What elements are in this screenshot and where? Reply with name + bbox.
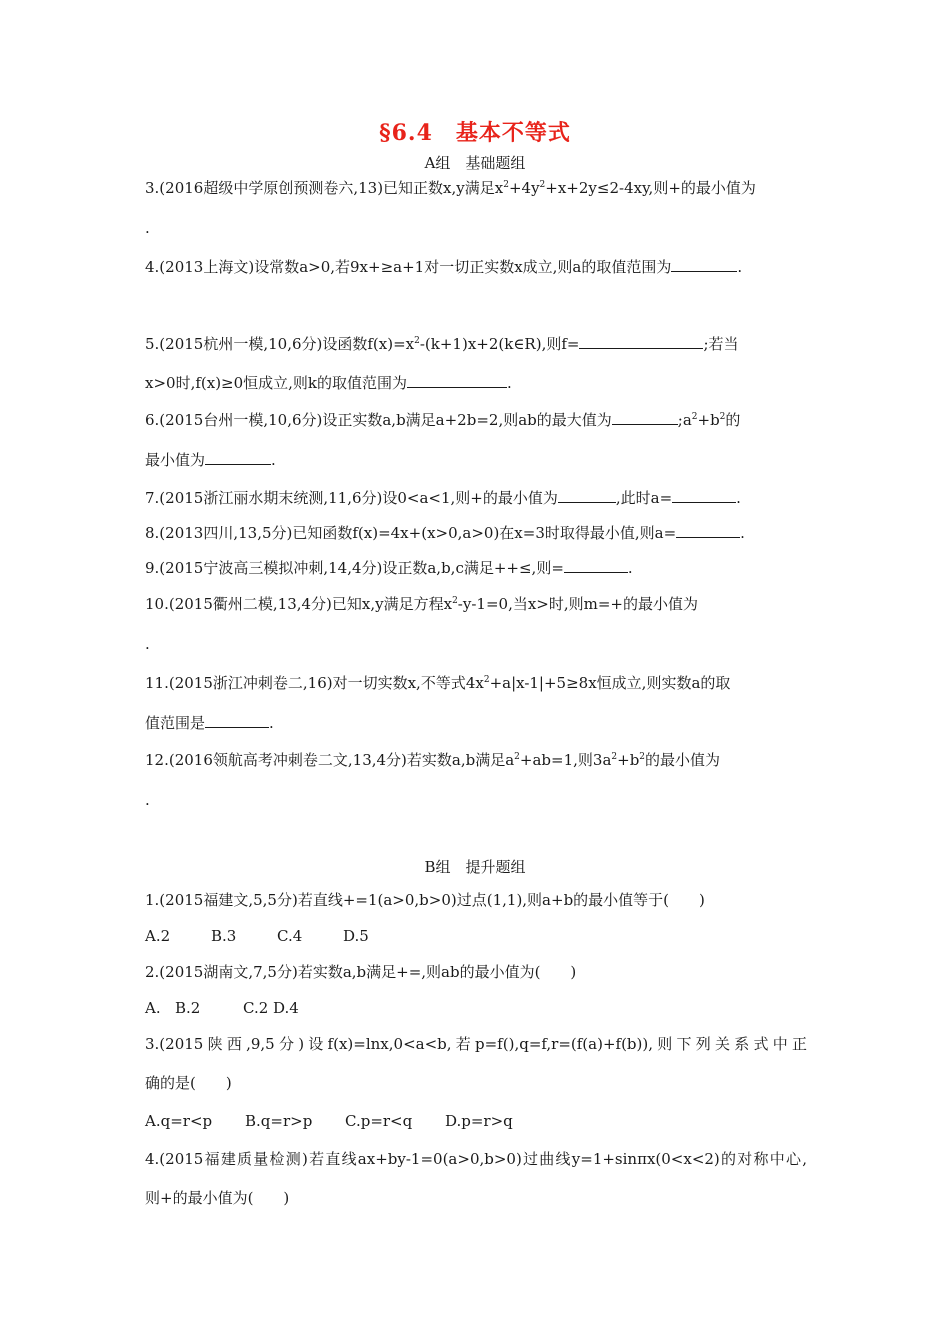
option-c[interactable]: C.4: [277, 927, 303, 945]
problem-a12-line1: 12.(2016领航高考冲刺卷二文,13,4分)若实数a,b满足$a^2+ab=1$,则$3a^2+b^2$的最小值为: [145, 751, 721, 769]
answer-blank[interactable]: [205, 713, 269, 728]
problem-b4-line2: 则+的最小值为( ): [145, 1189, 290, 1207]
answer-blank[interactable]: [407, 373, 507, 388]
group-b-heading: B组 提升题组: [424, 858, 526, 876]
option-b[interactable]: B.3: [211, 927, 237, 945]
problem-b4-line1: 4.(2015福建质量检测)若直线ax+by-1=0(a>0,b>0)过曲线y=1+sinπx(0<x<2)的对称中心,: [145, 1150, 807, 1168]
problem-a12-line2: .: [145, 791, 150, 809]
problem-a5-line1: 5.(2015杭州一模,10,6分)设函数$f(x)=x^2-(k+1)x+2(k\in R)$,则f= ;若当: [145, 335, 739, 353]
problem-a11-line1: 11.(2015浙江冲刺卷二,16)对一切实数x,不等式$4x^2+a|x-1|+5\ge 8x$恒成立,则实数a的取: [145, 674, 731, 692]
problem-b2-options: [145, 998, 299, 1018]
answer-blank[interactable]: [672, 488, 736, 503]
answer-blank[interactable]: [558, 488, 616, 503]
problem-a9: 9.(2015宁波高三模拟冲刺,14,4分)设正数a,b,c满足++≤,则= .: [145, 559, 633, 577]
answer-blank[interactable]: [676, 523, 740, 538]
problem-b2: 2.(2015湖南文,7,5分)若实数a,b满足+=,则ab的最小值为( ): [145, 963, 577, 981]
answer-blank[interactable]: [564, 558, 628, 573]
group-a-heading: A组 基础题组: [424, 154, 526, 172]
option-a[interactable]: A.q=r<p: [145, 1112, 213, 1130]
problem-b3-line2: 确的是( ): [145, 1074, 232, 1092]
problem-a11-line2: 值范围是 .: [145, 714, 274, 732]
problem-a5-line2: x>0时,f(x)≥0恒成立,则k的取值范围为 .: [145, 374, 512, 392]
problem-a6-line2: 最小值为 .: [145, 451, 276, 469]
problem-a8: 8.(2013四川,13,5分)已知函数f(x)=4x+(x>0,a>0)在x=3时取得最小值,则a= .: [145, 524, 745, 542]
problem-a10-line2: .: [145, 635, 150, 653]
option-c[interactable]: C.p=r<q: [345, 1112, 413, 1130]
problem-a10-line1: 10.(2015衢州二模,13,4分)已知x,y满足方程$x^2-y-1=0$,当x>时,则m=+的最小值为: [145, 595, 698, 613]
problem-a3-line1: 3.(2016超级中学原创预测卷六,13)已知正数x,y满足$x^2+4y^2+x+2y\le 2-4xy$,则+的最小值为: [145, 179, 756, 197]
problem-a6-line1: 6.(2015台州一模,10,6分)设正实数a,b满足a+2b=2,则ab的最大值为 $;a^2+b^2$的: [145, 411, 741, 429]
answer-blank[interactable]: [205, 450, 271, 465]
problem-a3-line2: .: [145, 219, 150, 237]
option-c-d[interactable]: C.2 D.4: [243, 999, 299, 1017]
option-a[interactable]: A.: [145, 999, 161, 1017]
problem-a4: 4.(2013上海文)设常数a>0,若9x+≥a+1对一切正实数x成立,则a的取值范围为 .: [145, 258, 743, 276]
problem-a7: 7.(2015浙江丽水期末统测,11,6分)设0<a<1,则+的最小值为 ,此时a= .: [145, 489, 741, 507]
option-b[interactable]: B.2: [175, 999, 201, 1017]
option-a[interactable]: A.2: [145, 927, 171, 945]
option-d[interactable]: D.5: [343, 927, 369, 945]
problem-b1: 1.(2015福建文,5,5分)若直线+=1(a>0,b>0)过点(1,1),则a+b的最小值等于( ): [145, 891, 705, 909]
problem-b3-line1: 3.(2015陕西,9,5分)设f(x)=lnx,0<a<b,若p=f(),q=f,r=(f(a)+f(b)),则下列关系式中正: [145, 1035, 807, 1053]
answer-blank[interactable]: [671, 257, 737, 272]
option-b[interactable]: B.q=r>p: [245, 1112, 313, 1130]
problem-b1-options: [145, 926, 369, 946]
answer-blank[interactable]: [612, 410, 678, 425]
option-d[interactable]: D.p=r>q: [445, 1112, 513, 1130]
problem-b3-options: [145, 1111, 513, 1131]
answer-blank[interactable]: [579, 334, 703, 349]
section-title: §6.4 基本不等式: [379, 120, 571, 146]
